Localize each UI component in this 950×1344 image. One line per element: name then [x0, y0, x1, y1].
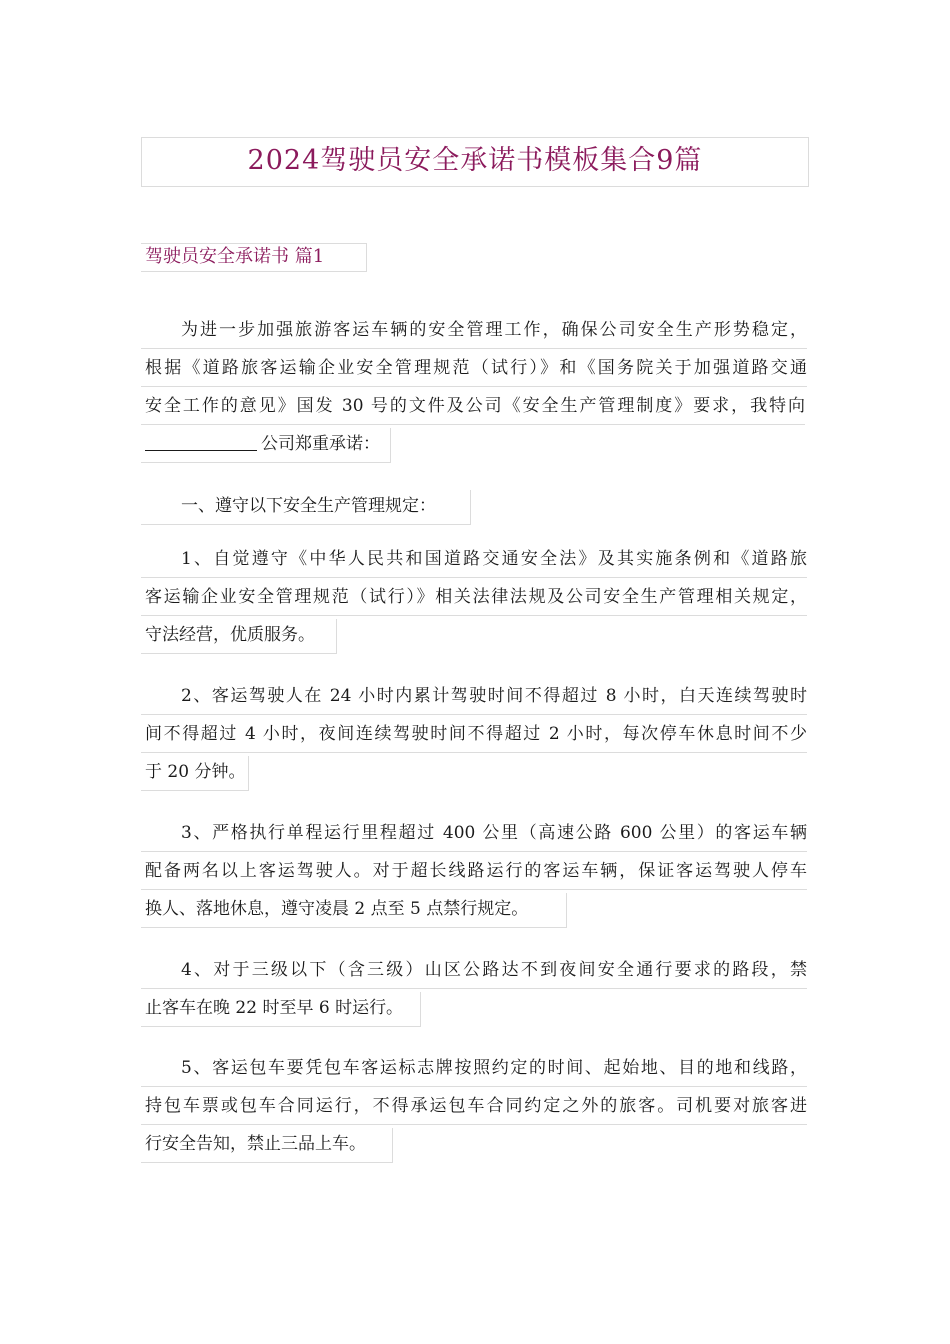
paragraph-line: 为进一步加强旅游客运车辆的安全管理工作，确保公司安全生产形势稳定，: [141, 312, 807, 350]
paragraph-line: 2、客运驾驶人在 24 小时内累计驾驶时间不得超过 8 小时，白天连续驾驶时: [141, 678, 807, 716]
rule-item-2: [141, 678, 807, 792]
paragraph-line: 根据《道路旅客运输企业安全管理规范（试行）》和《国务院关于加强道路交通: [141, 350, 807, 388]
paragraph-line: 客运输企业安全管理规范（试行）》相关法律法规及公司安全生产管理相关规定，: [141, 579, 807, 617]
paragraph-line: [141, 1126, 393, 1164]
paragraph-line: [141, 891, 567, 929]
paragraph-line: 配备两名以上客运驾驶人。对于超长线路运行的客运车辆，保证客运驾驶人停车: [141, 853, 807, 891]
line-text: 止客车在晚 22 时至早 6 时运行。: [145, 998, 404, 1018]
paragraph-line: [141, 617, 337, 655]
pledge-company-text: 公司郑重承诺：: [261, 434, 380, 454]
rule-item-3: [141, 815, 807, 929]
rule-item-5: [141, 1050, 807, 1164]
paragraph-line: 安全工作的意见》国发 30 号的文件及公司《安全生产管理制度》要求，我特向: [141, 388, 805, 426]
section-title: 驾驶员安全承诺书 篇1: [141, 243, 367, 272]
paragraph-line: 持包车票或包车合同运行，不得承运包车合同约定之外的旅客。司机要对旅客进: [141, 1088, 807, 1126]
line-text: 换人、落地休息，遵守凌晨 2 点至 5 点禁行规定。: [145, 899, 529, 919]
rule-item-1: [141, 541, 807, 655]
paragraph-line: 间不得超过 4 小时，夜间连续驾驶时间不得超过 2 小时，每次停车休息时间不少: [141, 716, 807, 754]
paragraph-line: [141, 990, 421, 1028]
paragraph-line: 3、严格执行单程运行里程超过 400 公里（高速公路 600 公里）的客运车辆: [141, 815, 807, 853]
line-text: 于 20 分钟。: [145, 762, 246, 782]
line-text: 行安全告知，禁止三品上车。: [145, 1134, 366, 1154]
heading-line: [141, 488, 471, 526]
section-heading: [141, 488, 471, 526]
paragraph-line: 5、客运包车要凭包车客运标志牌按照约定的时间、起始地、目的地和线路，: [141, 1050, 807, 1088]
paragraph-line: [141, 426, 391, 464]
paragraph-line: 4、对于三级以下（含三级）山区公路达不到夜间安全通行要求的路段，禁: [141, 952, 807, 990]
document-title: 2024驾驶员安全承诺书模板集合9篇: [141, 137, 809, 187]
rule-item-4: [141, 952, 807, 1028]
paragraph-line: [141, 754, 249, 792]
fill-in-blank: [145, 430, 257, 451]
paragraph-line: 1、自觉遵守《中华人民共和国道路交通安全法》及其实施条例和《道路旅: [141, 541, 807, 579]
intro-paragraph: [141, 312, 807, 464]
heading-text: 一、遵守以下安全生产管理规定：: [181, 496, 436, 516]
line-text: 守法经营，优质服务。: [145, 625, 315, 645]
